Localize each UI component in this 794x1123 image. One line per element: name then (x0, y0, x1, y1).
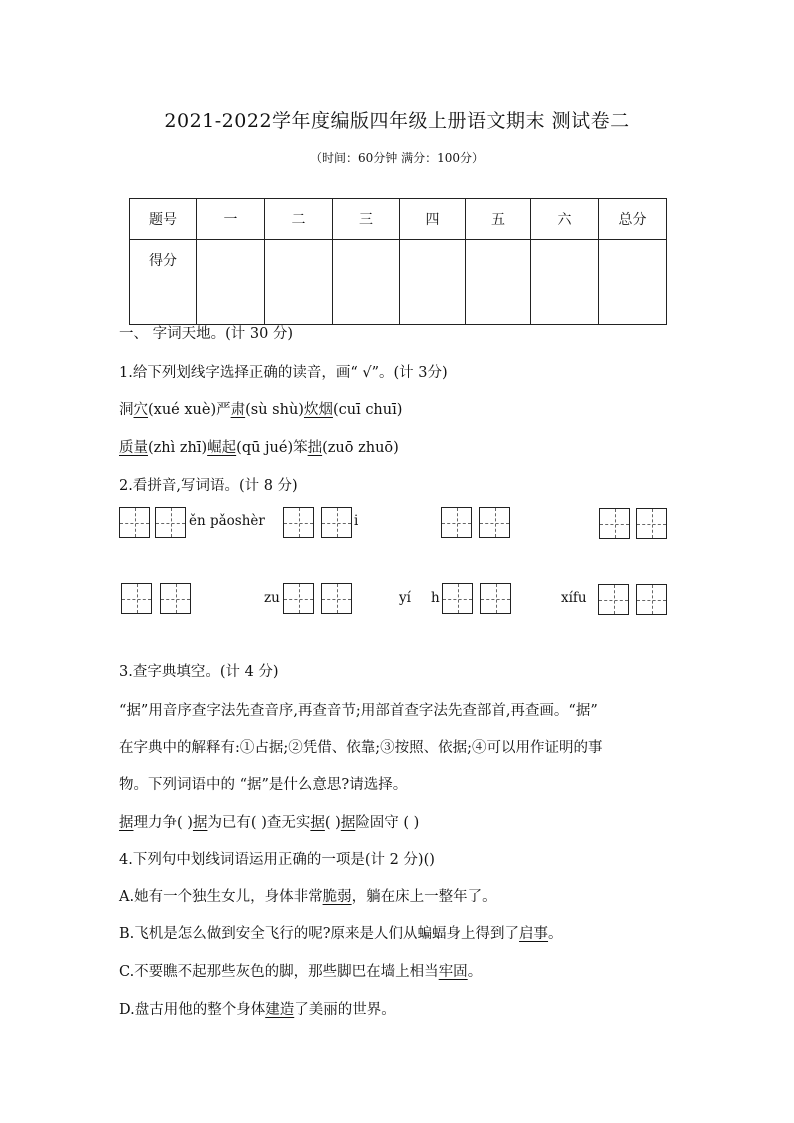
writing-box[interactable] (636, 508, 667, 539)
text-segment: 险固守 ( ) (355, 815, 420, 831)
underlined-word: 牢固 (438, 964, 468, 980)
writing-box[interactable] (283, 507, 314, 538)
score-cell[interactable] (531, 240, 599, 325)
score-table (129, 198, 667, 325)
q3-paragraph: 物。下列词语中的 “据”是什么意思?请选择。 (119, 777, 408, 793)
pinyin-label: yí (399, 590, 411, 606)
section-one-heading: 一、 字词天地。(计 30 分) (119, 326, 294, 342)
score-header: 题号 (130, 199, 197, 240)
underlined-word: 脆弱 (322, 889, 352, 905)
text-segment: 了美丽的世界。 (294, 1002, 396, 1018)
writing-box[interactable] (598, 584, 629, 615)
writing-box[interactable] (160, 583, 191, 614)
writing-box[interactable] (321, 583, 352, 614)
underlined-word: 崛起 (207, 440, 237, 456)
pinyin-label: xífu (561, 590, 587, 606)
q2-text: 2.看拼音,写词语。(计 8 分) (119, 478, 298, 494)
q3-paragraph: “据”用音序查字法先查音序,再查音节;用部首查字法先查部首,再查画。“据” (119, 703, 598, 719)
text-segment: 理力争( ) (133, 815, 193, 831)
q4-text: 4.下列句中划线词语运用正确的一项是(计 2 分)() (119, 852, 435, 868)
underlined-word: 质量 (119, 440, 148, 456)
score-cell[interactable] (599, 240, 667, 325)
text-segment: (zuō zhuō) (322, 440, 399, 456)
text-segment: (sù shù) (245, 402, 304, 418)
text-segment: ( ) (324, 815, 341, 831)
underlined-word: 启事 (519, 926, 549, 942)
score-header: 总分 (599, 199, 667, 240)
q3-items (119, 811, 419, 832)
score-cell[interactable] (333, 240, 400, 325)
text-segment: B.飞机是怎么做到安全飞行的呢?原来是人们从蝙蝠身上得到了 (119, 926, 520, 942)
q1-text: 1.给下列划线字选择正确的读音，画“ √”。(计 3分) (119, 365, 448, 381)
score-cell[interactable] (400, 240, 466, 325)
pinyin-label: h (431, 590, 440, 606)
q1-line2 (119, 436, 399, 457)
score-cell[interactable] (466, 240, 531, 325)
text-segment: (cuī chuī) (332, 402, 403, 418)
score-header: 四 (400, 199, 466, 240)
underlined-word: 据 (310, 815, 325, 831)
score-header: 三 (333, 199, 400, 240)
pinyin-label: i (354, 513, 359, 529)
writing-box[interactable] (599, 508, 630, 539)
q4-option-b (119, 922, 563, 943)
text-segment: (xué xuè)严 (148, 402, 231, 418)
pinyin-label: zu (264, 590, 280, 606)
score-header: 五 (466, 199, 531, 240)
q3-text: 3.查字典填空。(计 4 分) (119, 664, 279, 680)
text-segment: C.不要瞧不起那些灰色的脚，那些脚巴在墙上相当 (119, 964, 439, 980)
underlined-word: 据 (192, 815, 208, 831)
text-segment: 为已有( )查无实 (207, 815, 311, 831)
writing-box[interactable] (321, 507, 352, 538)
text-segment: A.她有一个独生女儿，身体非常 (119, 889, 323, 905)
text-segment: (qū jué)笨 (236, 440, 308, 456)
score-cell[interactable] (265, 240, 333, 325)
text-segment: 洞 (119, 402, 134, 418)
writing-box[interactable] (441, 507, 472, 538)
q4-option-d (119, 998, 396, 1019)
writing-box[interactable] (480, 583, 511, 614)
underlined-word: 肃 (230, 402, 246, 418)
pinyin-label: ěn pǎoshèr (189, 513, 265, 529)
text-segment: D.盘古用他的整个身体 (119, 1002, 266, 1018)
q1-line1 (119, 398, 402, 419)
text-segment: 。 (548, 926, 563, 942)
q4-option-c (119, 960, 482, 981)
writing-box[interactable] (121, 583, 152, 614)
writing-box[interactable] (119, 507, 150, 538)
q4-option-a (119, 885, 497, 906)
score-header: 六 (531, 199, 599, 240)
text-segment: (zhì zhī) (148, 440, 208, 456)
writing-box[interactable] (479, 507, 510, 538)
underlined-word: 据 (119, 815, 134, 831)
page-title: 2021-2022学年度编版四年级上册语文期末 测试卷二 (164, 110, 630, 132)
page-subtitle: （时间：60分钟 满分：100分） (310, 151, 484, 165)
score-header: 一 (197, 199, 265, 240)
q3-paragraph: 在字典中的解释有:①占据;②凭借、依靠;③按照、依据;④可以用作证明的事 (119, 740, 603, 756)
text-segment: ，躺在床上一整年了。 (351, 889, 497, 905)
underlined-word: 穴 (133, 402, 148, 418)
underlined-word: 炊烟 (303, 402, 333, 418)
writing-box[interactable] (155, 507, 186, 538)
writing-box[interactable] (442, 583, 473, 614)
score-header: 二 (265, 199, 333, 240)
writing-box[interactable] (636, 584, 667, 615)
score-row-label: 得分 (130, 240, 197, 325)
score-cell[interactable] (197, 240, 265, 325)
writing-box[interactable] (283, 583, 314, 614)
underlined-word: 拙 (307, 440, 323, 456)
underlined-word: 据 (340, 815, 356, 831)
text-segment: 。 (467, 964, 483, 980)
underlined-word: 建造 (265, 1002, 295, 1018)
